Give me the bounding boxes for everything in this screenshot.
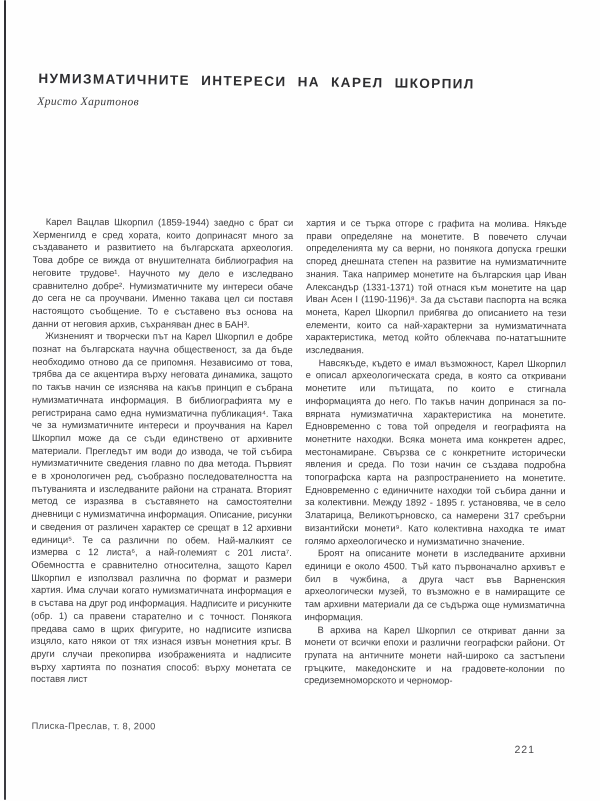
left-column [31,216,294,715]
paragraph: В архива на Карел Шкорпил се откриват данни за монети от всички епохи и различни географски райони. От групата на античните монети най-широко са застъпени гръцките, македонските и на градовете-колонии по средиземноморското и черномор- [304,623,566,686]
paragraph: Броят на описаните монети в изследваните архивни единици е около 4500. Тъй като първоначално архивът е бил в чужбина, а друга част във Варненския археологически музей, то възможно е в намиращите се там архивни материали да се съдържа още нумизматична информация. [304,547,566,623]
paragraph: Навсякъде, където е имал възможност, Карел Шкорпил е описал археологическата среда, в която са откривани монетите или пътищата, по които е стигнала информацията до него. По такъв начин допринася за по-вярната нумизматична характеристика на монетите. Едновременно с това той определя и географията на монетните находки. Всяка монета има конкретен адрес, местонамиране. Свързва се с конкретните исторически явления и среда. По този начин се създава подробна топографска карта на разпространението на монетите. Едновременно с единичните находки той събира данни и за колективни. Между 1892 - 1895 г. установява, че в село Златарица, Великотърновско, са намерени 317 сребърни византийски монети⁹. Като колективна находка те имат голямо археологическо и нумизматично значение. [304,356,567,547]
article-author: Христо Харитонов [37,95,140,109]
paragraph-continuation: хартия и се търка отгоре с графита на молива. Някъде прави определяне на монетите. В повечето случаи определенията му са верни, но понякога допуска грешки според днешната степен на развитие на нумизматичните знания. Така например монетите на българския цар Иван Александър (1331-1371) той отнася към монетите на цар Иван Асен I (1190-1196)⁸. За да състави паспорта на всяка монета, Карел Шкорпил прибягва до описанието на тези елементи, които са най-характерни за нумизматичната характеристика, метод който облекчава по-нататъшните изследвания. [305,217,567,356]
page-number: 221 [514,743,536,757]
paragraph: Жизненият и творчески път на Карел Шкорпил е добре познат на българската научна общественост, за да бъде необходимо отново да се припомня. Независимо от това, трябва да се акцентира върху неговата динамика, защото по такъв начин се изяснява на какъв принцип е събрана нумизматичната информация. В библиографията му е регистрирана само една нумизматична публикация⁴. Така че за нумизматичните интереси и проучвания на Карел Шкорпил може да се съди единствено от архивните материали. Прегледът им води до извода, че той събира нумизматичните сведения главно по два метода. Първият е в хронологичен ред, съобразно последователността на пътуванията и изследваните райони на страната. Вторият метод се изразява в съставянето на самостоятелни дневници с нумизматична информация. Описание, рисунки и сведения от различен характер се срещат в 12 архивни единици⁵. Те са различни по обем. Най-малкият се измерва с 12 листа⁶, а най-големият с 201 листа⁷. Обемността е сравнително относителна, защото Карел Шкорпил е използвал различна по формат и размери хартия. Има случаи когато нумизматичната информация е в състава на друг род информация. Надписите и рисунките (обр. 1) са правени старателно и с точност. Понякога предава само в щрих фигурите, но надписите изписва изцяло, като някои от тях изнася извън монетния кръг. В други случаи прекопирва изображенията и надписите върху хартията по познатия способ: върху монетата се поставя лист [30,330,293,685]
journal-footer: Плиска-Преслав, т. 8, 2000 [31,720,156,732]
article-title: НУМИЗМАТИЧНИТЕ ИНТЕРЕСИ НА КАРЕЛ ШКОРПИЛ [38,70,475,92]
right-column [304,217,567,716]
two-column-text-block [31,216,567,716]
paragraph: Карел Вацлав Шкорпил (1859-1944) заедно с брат си Херменгилд е сред хората, които допринасят много за създаването и развитието на българската археология. Това добре се вижда от внушителната библиография на неговите трудове¹. Научното му дело е изследвано сравнително добре². Нумизматичните му интереси обаче до сега не са проучвани. Именно такава цел си поставя настоящото съобщение. То е съставено въз основа на данни от неговия архив, съхраняван днес в БАН³. [32,215,294,330]
